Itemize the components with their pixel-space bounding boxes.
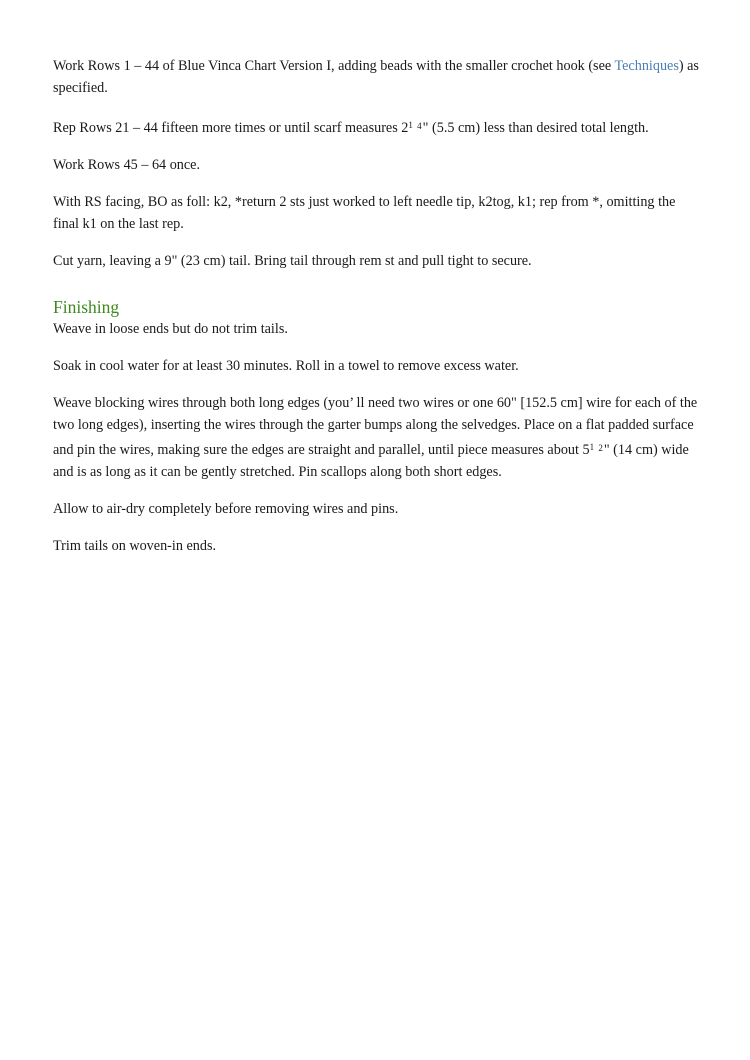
finishing-blocking-wires	[53, 392, 703, 483]
finishing-soak: Soak in cool water for at least 30 minutes. Roll in a towel to remove excess water.	[53, 358, 519, 374]
finishing-weave-ends: Weave in loose ends but do not trim tails.	[53, 321, 288, 337]
section-heading-finishing: Finishing	[53, 297, 120, 317]
document-page	[53, 55, 703, 572]
finishing-text: Weave blocking wires through both long edges (you’ ll need two wires or one 60" [152.5 cm] wire for each of the two long edges), inserting the wires through the garter bumps along the selvedges. Place on a flat padded surface and pin the wires, making sure the edges are straight and parallel, until piece measures about 5	[53, 395, 698, 458]
instruction-bind-off: With RS facing, BO as foll: k2, *return 2 sts just worked to left needle tip, k2tog, k1; rep from *, omitting the final k1 on the last rep.	[53, 194, 676, 232]
instruction-work-rows-1-44	[53, 55, 703, 99]
techniques-link[interactable]: Techniques	[614, 58, 679, 74]
fraction-numerator: 1	[589, 442, 596, 452]
finishing-air-dry: Allow to air-dry completely before removing wires and pins.	[53, 501, 399, 517]
finishing-text-after: " (14 cm) wide and is as long as it can be gently stretched. Pin scallops along both short edges.	[53, 442, 689, 480]
instruction-rep-rows	[53, 114, 703, 139]
fraction-denominator: 4	[417, 121, 423, 131]
fraction-denominator: 2	[598, 443, 604, 453]
fraction-one-half	[590, 442, 604, 452]
instruction-text-after: " (5.5 cm) less than desired total length.	[422, 120, 649, 136]
fraction-one-quarter	[408, 120, 422, 130]
fraction-numerator: 1	[408, 120, 414, 130]
instruction-text: Rep Rows 21 – 44 fifteen more times or until scarf measures 2	[53, 120, 409, 136]
instruction-cut-yarn: Cut yarn, leaving a 9" (23 cm) tail. Bring tail through rem st and pull tight to secure.	[53, 253, 532, 269]
instruction-work-rows-45-64: Work Rows 45 – 64 once.	[53, 157, 201, 173]
instruction-text: Work Rows 1 – 44 of Blue Vinca Chart Version I, adding beads with the smaller crochet hook (see	[53, 58, 615, 74]
instruction-text-after: ) as specified.	[53, 58, 699, 96]
finishing-trim-tails: Trim tails on woven-in ends.	[53, 538, 217, 554]
